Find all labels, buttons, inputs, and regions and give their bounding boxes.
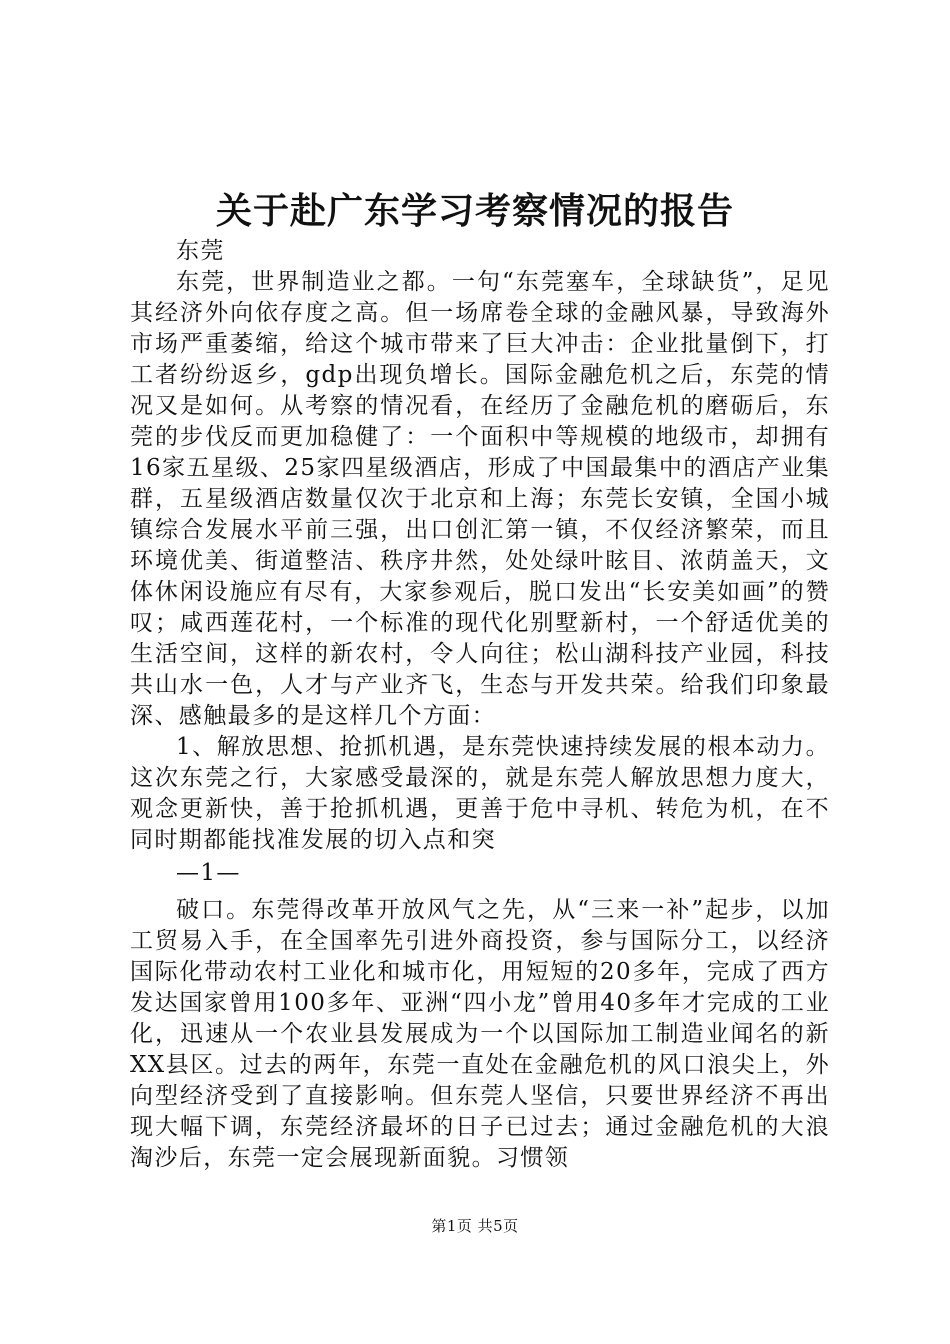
page-footer: 第1页 共5页	[431, 1217, 519, 1235]
document-body	[130, 236, 830, 1174]
paragraph-intro: 东莞，世界制造业之都。一句“东莞塞车，全球缺货”，足见其经济外向依存度之高。但一场席卷全球的金融风暴，导致海外市场严重萎缩，给这个城市带来了巨大冲击：企业批量倒下，打工者纷纷返乡，gdp出现负增长。国际金融危机之后，东莞的情况又是如何。从考察的情况看，在经历了金融危机的磨砺后，东莞的步伐反而更加稳健了：一个面积中等规模的地级市，却拥有16家五星级、25家四星级酒店，形成了中国最集中的酒店产业集群，五星级酒店数量仅次于北京和上海；东莞长安镇，全国小城镇综合发展水平前三强，出口创汇第一镇，不仅经济繁荣，而且环境优美、街道整洁、秩序井然，处处绿叶眩目、浓荫盖天，文体休闲设施应有尽有，大家参观后，脱口发出“长安美如画”的赞叹；咸西莲花村，一个标准的现代化别墅新村，一个舒适优美的生活空间，这样的新农村，令人向往；松山湖科技产业园，科技共山水一色，人才与产业齐飞，生态与开发共荣。给我们印象最深、感触最多的是这样几个方面：	[130, 269, 830, 729]
page-mark: —1—	[176, 860, 241, 886]
page-title: 关于赴广东学习考察情况的报告	[215, 190, 734, 232]
paragraph-continued: 破口。东莞得改革开放风气之先，从“三来一补”起步，以加工贸易入手，在全国率先引进外商投资，参与国际分工，以经济国际化带动农村工业化和城市化，用短短的20多年，完成了西方发达国家曾用100多年、亚洲“四小龙”曾用40多年才完成的工业化，迅速从一个农业县发展成为一个以国际加工制造业闻名的新XX县区。过去的两年，东莞一直处在金融危机的风口浪尖上，外向型经济受到了直接影响。但东莞人坚信，只要世界经济不再出现大幅下调，东莞经济最坏的日子已过去；通过金融危机的大浪淘沙后，东莞一定会展现新面貌。习惯领	[130, 897, 830, 1171]
paragraph-point-1: 1、解放思想、抢抓机遇，是东莞快速持续发展的根本动力。这次东莞之行，大家感受最深的，就是东莞人解放思想力度大，观念更新快，善于抢抓机遇，更善于危中寻机、转危为机，在不同时期都能找准发展的切入点和突	[130, 734, 830, 853]
city-heading: 东莞	[176, 238, 225, 264]
